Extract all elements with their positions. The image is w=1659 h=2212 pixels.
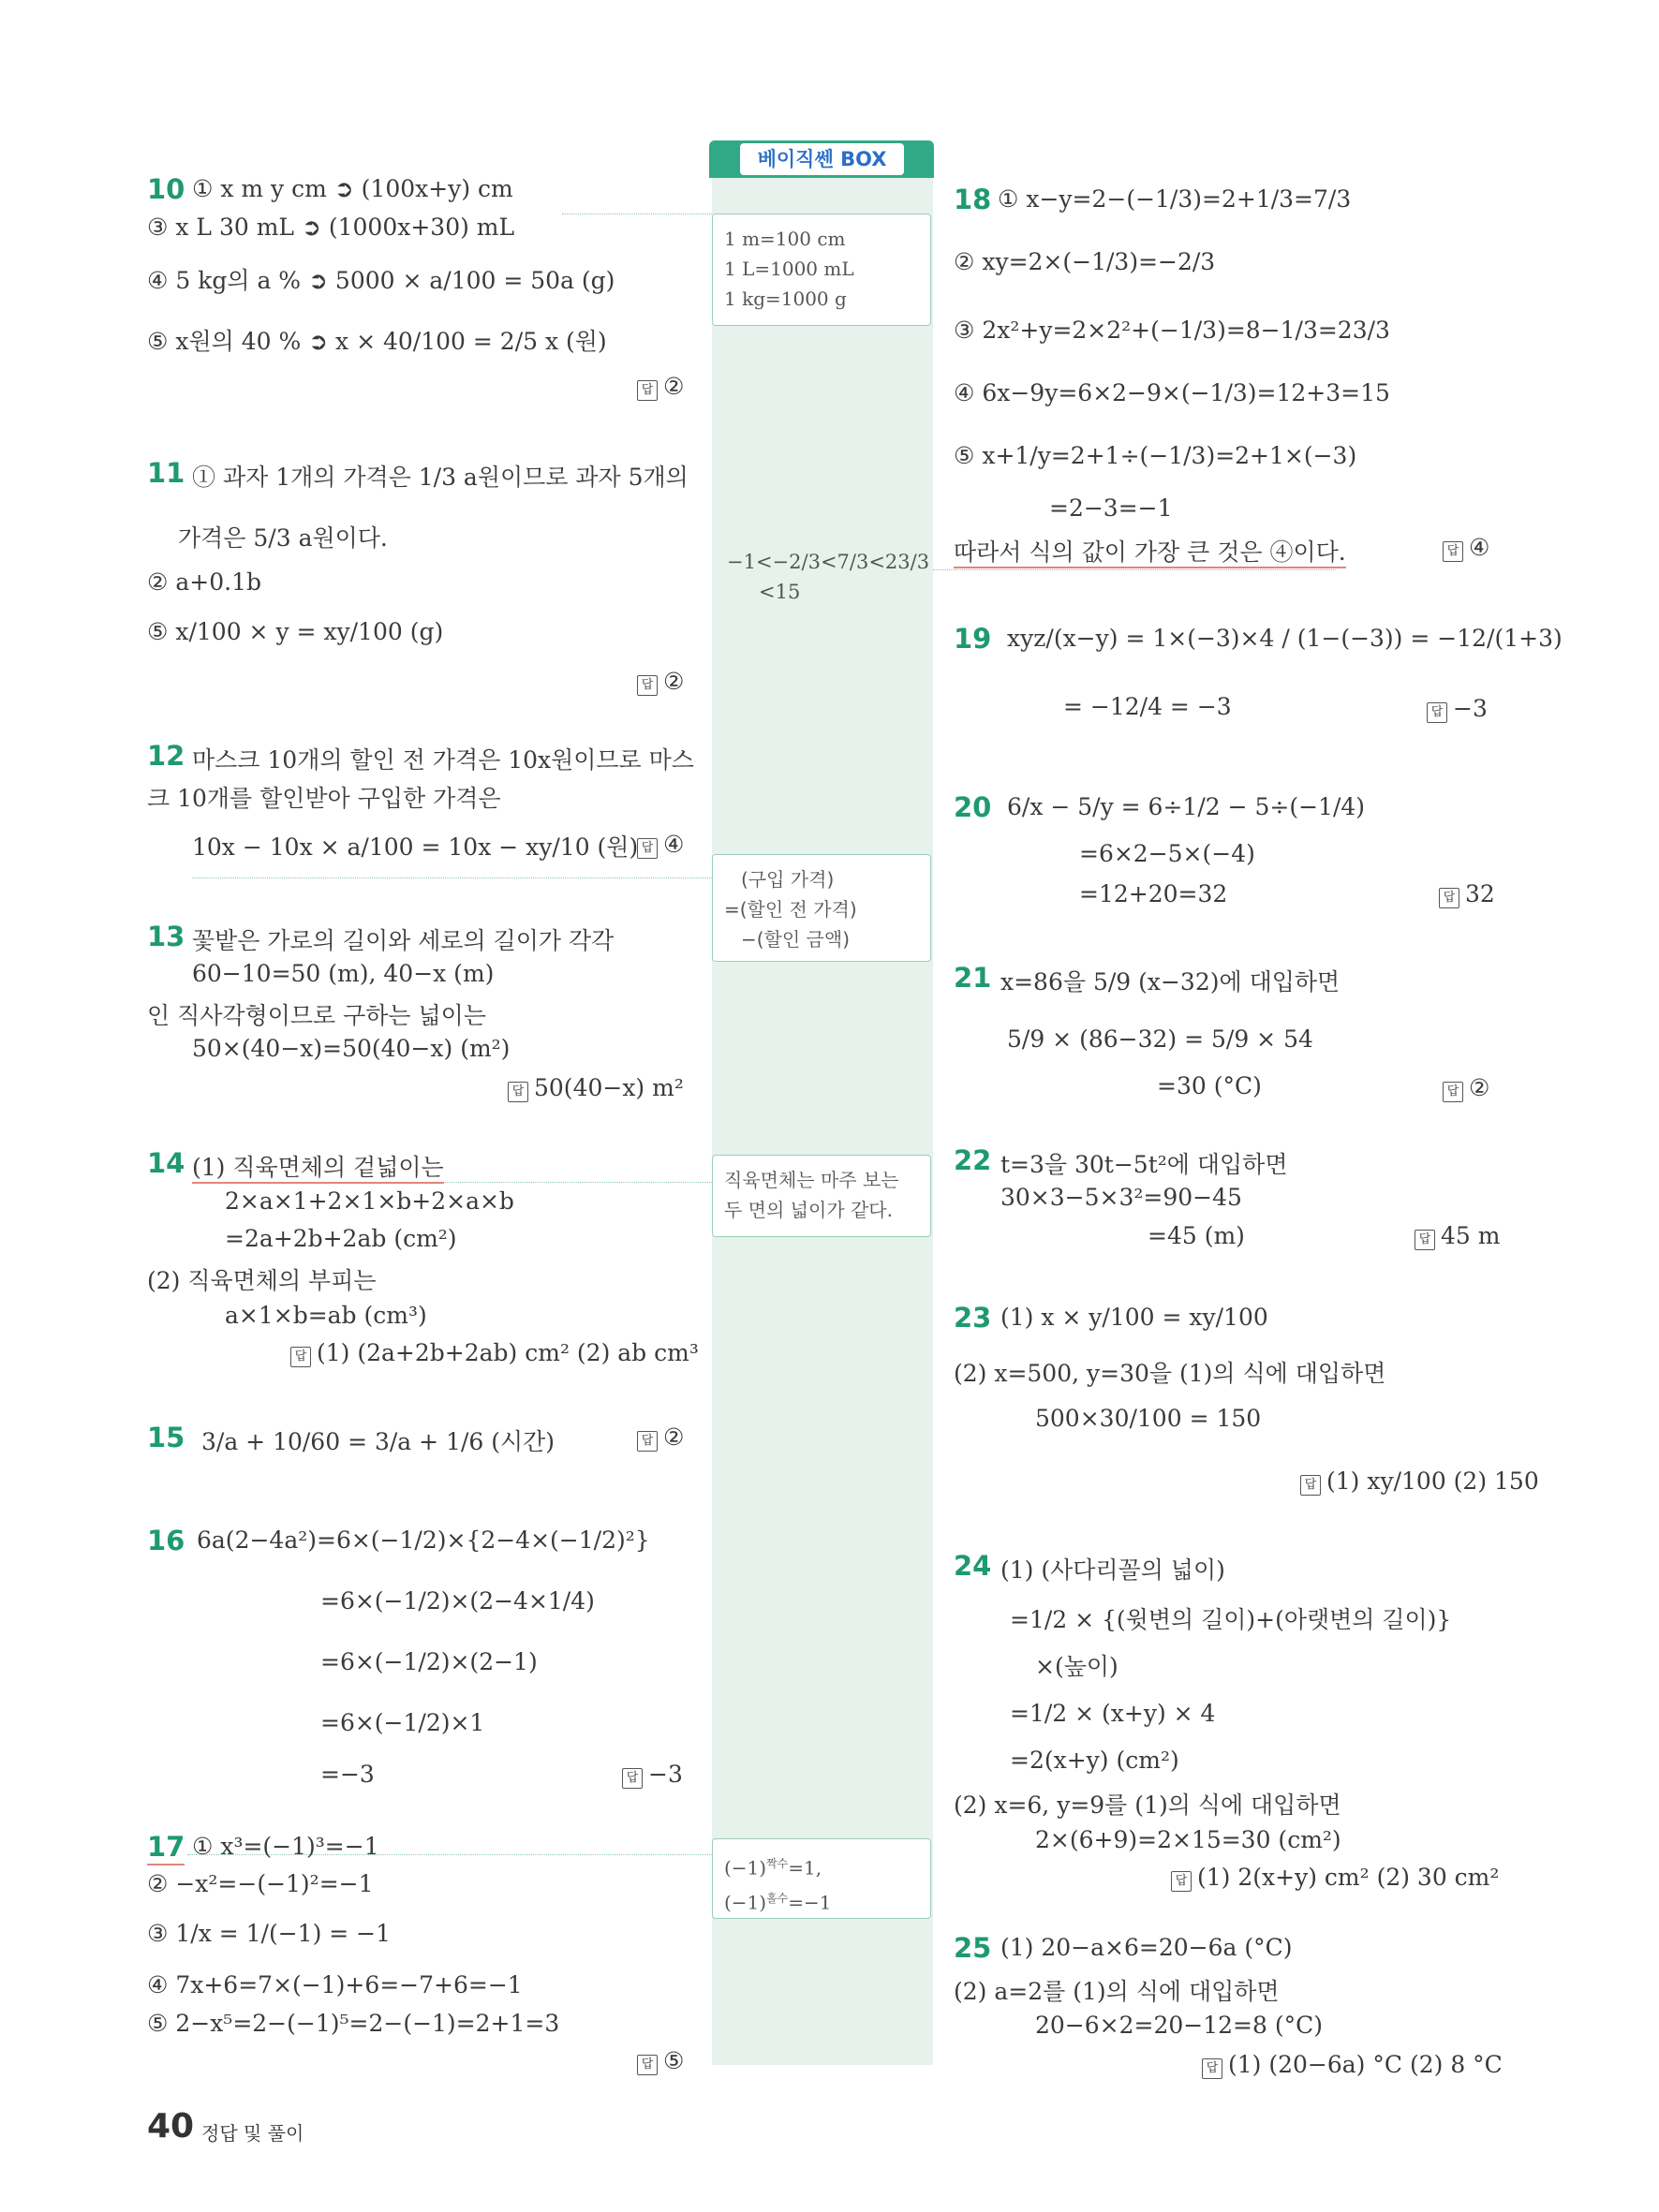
solution-line: 500×30/100 = 150	[1035, 1405, 1262, 1432]
solution-line: ⑤ 2−x⁵=2−(−1)⁵=2−(−1)=2+1=3	[147, 2010, 560, 2037]
page-label: 정답 및 풀이	[201, 2122, 304, 2145]
solution-line: =2(x+y) (cm²)	[1010, 1747, 1179, 1774]
answer	[1202, 2051, 1503, 2079]
solution-line: 2×a×1+2×1×b+2×a×b	[225, 1187, 514, 1215]
basic-box-title	[740, 143, 904, 175]
solution-line: 60−10=50 (m), 40−x (m)	[192, 960, 495, 987]
answer-mark-icon: 답	[637, 380, 658, 401]
answer-value: (1) xy/100 (2) 150	[1326, 1467, 1539, 1495]
connector-line	[440, 1182, 712, 1183]
solution-line: =2−3=−1	[1049, 494, 1173, 522]
answer-value: (1) 2(x+y) cm² (2) 30 cm²	[1197, 1864, 1500, 1891]
box-title-b: BOX	[840, 148, 887, 170]
solution-line: =45 (m)	[1148, 1222, 1245, 1249]
note-price-line: =(할인 전 가격)	[724, 898, 857, 921]
answer-value: ④	[1469, 534, 1490, 561]
solution-line: ③ 1/x = 1/(−1) = −1	[147, 1920, 392, 1947]
page-number: 40	[147, 2107, 195, 2146]
answer-value: (1) (20−6a) °C (2) 8 °C	[1228, 2051, 1503, 2078]
answer-value: 32	[1465, 880, 1495, 907]
answer-mark-icon: 답	[1443, 1082, 1463, 1102]
answer-mark-icon: 답	[637, 2055, 658, 2075]
answer-value: −3	[1453, 695, 1488, 722]
note-ineq-line: −1<−2/3<7/3<23/3	[727, 551, 930, 573]
note-units-line: 1 L=1000 mL	[724, 258, 854, 280]
solution-line: ② a+0.1b	[147, 568, 261, 596]
answer-value: −3	[648, 1761, 683, 1788]
problem-number	[147, 1831, 185, 1863]
solution-line: 50×(40−x)=50(40−x) (m²)	[192, 1035, 511, 1062]
solution-line: 마스크 10개의 할인 전 가격은 10x원이므로 마스	[192, 746, 694, 774]
problem-number: 21	[954, 962, 992, 994]
solution-line: =−3	[320, 1761, 375, 1788]
solution-line: = −12/4 = −3	[1063, 693, 1232, 720]
note-cuboid-line: 직육면체는 마주 보는	[724, 1169, 899, 1191]
answer-value: ②	[663, 668, 685, 695]
solution-line: 6a(2−4a²)=6×(−1/2)×{2−4×(−1/2)²}	[197, 1526, 650, 1554]
solution-line: xyz/(x−y) = 1×(−3)×4 / (1−(−3)) = −12/(1+3)	[1007, 625, 1563, 652]
solution-line: (2) 직육면체의 부피는	[147, 1267, 377, 1294]
answer	[1427, 695, 1488, 723]
answer-value: ⑤	[663, 2047, 685, 2074]
solution-line: (2) x=6, y=9를 (1)의 식에 대입하면	[954, 1792, 1341, 1819]
answer	[1439, 880, 1495, 908]
connector-line	[933, 569, 1336, 570]
solution-line: ③ 2x²+y=2×2²+(−1/3)=8−1/3=23/3	[954, 317, 1390, 344]
answer	[290, 1339, 699, 1367]
solution-line: 2×(6+9)=2×15=30 (cm²)	[1035, 1826, 1341, 1853]
note-units	[712, 214, 931, 326]
answer-mark-icon: 답	[508, 1082, 528, 1102]
solution-line: 인 직사각형이므로 구하는 넓이는	[147, 1002, 486, 1029]
answer-mark-icon: 답	[1202, 2058, 1222, 2079]
answer	[1443, 1074, 1489, 1102]
problem-number: 19	[954, 623, 992, 655]
solution-line: ② xy=2×(−1/3)=−2/3	[954, 248, 1216, 275]
problem-number: 25	[954, 1932, 992, 1964]
note-units-line: 1 m=100 cm	[724, 228, 846, 250]
solution-line: ④ 7x+6=7×(−1)+6=−7+6=−1	[147, 1971, 523, 1998]
answer-mark-icon: 답	[1439, 888, 1459, 908]
solution-line: =30 (°C)	[1157, 1072, 1262, 1099]
solution-line: =1/2 × {(윗변의 길이)+(아랫변의 길이)}	[1010, 1606, 1452, 1633]
problem-number: 18	[954, 184, 992, 215]
note-ineq-line: <15	[759, 581, 801, 603]
answer-value: ②	[663, 1423, 685, 1451]
problem-number: 10	[147, 173, 185, 205]
solution-line: 꽃밭은 가로의 길이와 세로의 길이가 각각	[192, 927, 615, 954]
solution-line: ① x−y=2−(−1/3)=2+1/3=7/3	[998, 185, 1352, 213]
note-ineq	[727, 551, 929, 603]
problem-number: 24	[954, 1550, 992, 1582]
problem-number: 16	[147, 1525, 185, 1556]
problem-number: 14	[147, 1147, 185, 1179]
solution-line: 크 10개를 할인받아 구입한 가격은	[147, 785, 501, 812]
answer-value: ②	[663, 373, 685, 400]
answer-value: ④	[663, 831, 685, 858]
solution-line-text: (1) 직육면체의 겉넓이는	[192, 1154, 444, 1184]
answer-mark-icon: 답	[1443, 541, 1463, 562]
note-units-line: 1 kg=1000 g	[724, 288, 847, 310]
answer	[637, 373, 684, 401]
note-cuboid	[712, 1155, 931, 1237]
solution-line: ④ 6x−9y=6×2−9×(−1/3)=12+3=15	[954, 379, 1390, 406]
problem-number: 23	[954, 1302, 992, 1334]
solution-line: =6×(−1/2)×(2−1)	[320, 1648, 538, 1675]
note-price-line: (구입 가격)	[741, 868, 835, 891]
solution-line-text: 따라서 식의 값이 가장 큰 것은 ④이다.	[954, 538, 1346, 568]
answer-mark-icon: 답	[637, 675, 658, 696]
solution-line	[192, 1149, 444, 1183]
answer-mark-icon: 답	[1415, 1230, 1435, 1250]
note-power-line: $(-1)^{짝수}=1$,	[724, 1856, 822, 1880]
solution-line: =6×2−5×(−4)	[1079, 840, 1255, 867]
answer-mark-icon: 답	[637, 1431, 658, 1452]
note-price-line: −(할인 금액)	[741, 928, 851, 951]
note-cuboid-line: 두 면의 넓이가 같다.	[724, 1199, 893, 1221]
connector-line	[192, 877, 712, 878]
answer-value: ②	[1469, 1074, 1490, 1101]
answer-value: (1) (2a+2b+2ab) cm² (2) ab cm³	[317, 1339, 699, 1366]
solution-line: 20−6×2=20−12=8 (°C)	[1035, 2012, 1323, 2039]
answer	[1443, 534, 1489, 562]
solution-line: (2) a=2를 (1)의 식에 대입하면	[954, 1978, 1280, 2005]
solution-line: =6×(−1/2)×(2−4×1/4)	[320, 1587, 595, 1615]
answer-value: 45 m	[1441, 1222, 1501, 1249]
answer	[1171, 1864, 1499, 1892]
solution-line: ×(높이)	[1035, 1653, 1118, 1680]
note-power-line: $(-1)^{홀수}=-1$	[724, 1891, 832, 1914]
answer-mark-icon: 답	[290, 1347, 311, 1367]
solution-line: ⑤ x+1/y=2+1÷(−1/3)=2+1×(−3)	[954, 442, 1357, 469]
answer	[622, 1761, 683, 1789]
solution-line: (1) x × y/100 = xy/100	[1000, 1304, 1268, 1331]
problem-number-text: 17	[147, 1831, 185, 1865]
answer-value: 50(40−x) m²	[534, 1074, 684, 1101]
solution-line: ① x³=(−1)³=−1	[192, 1833, 379, 1860]
answer-mark-icon: 답	[637, 838, 658, 859]
solution-line: =12+20=32	[1079, 880, 1228, 907]
solution-line: a×1×b=ab (cm³)	[225, 1302, 427, 1329]
problem-number: 22	[954, 1144, 992, 1176]
answer	[637, 668, 684, 696]
answer-mark-icon: 답	[1300, 1475, 1321, 1496]
solution-line: 3/a + 10/60 = 3/a + 1/6 (시간)	[201, 1428, 555, 1455]
note-power	[712, 1838, 931, 1919]
solution-line: (2) x=500, y=30을 (1)의 식에 대입하면	[954, 1360, 1386, 1387]
solution-line: ⑤ x/100 × y = xy/100 (g)	[147, 618, 444, 645]
solution-line: =6×(−1/2)×1	[320, 1709, 485, 1736]
basic-box-column	[712, 140, 933, 2065]
solution-line: 5/9 × (86−32) = 5/9 × 54	[1007, 1025, 1313, 1053]
answer-mark-icon: 답	[622, 1768, 643, 1789]
solution-line: =2a+2b+2ab (cm²)	[225, 1225, 457, 1252]
solution-line: x=86을 5/9 (x−32)에 대입하면	[1000, 968, 1341, 995]
problem-number: 12	[147, 740, 185, 772]
box-title-a: 베이직쎈	[757, 148, 834, 170]
answer-mark-icon: 답	[1171, 1871, 1192, 1892]
solution-line: ④ 5 kg의 a % ➲ 5000 × a/100 = 50a (g)	[147, 267, 615, 294]
solution-line	[954, 534, 1346, 568]
solution-line: (1) (사다리꼴의 넓이)	[1000, 1556, 1225, 1584]
solution-line: ① 과자 1개의 가격은 1/3 a원이므로 과자 5개의	[192, 464, 689, 491]
solution-line: (1) 20−a×6=20−6a (°C)	[1000, 1934, 1293, 1961]
answer	[1300, 1467, 1539, 1496]
problem-number: 15	[147, 1422, 185, 1453]
answer	[637, 831, 684, 859]
solution-line: ② −x²=−(−1)²=−1	[147, 1870, 374, 1897]
solution-line: t=3을 30t−5t²에 대입하면	[1000, 1151, 1288, 1178]
problem-number: 11	[147, 457, 185, 489]
solution-line: 6/x − 5/y = 6÷1/2 − 5÷(−1/4)	[1007, 793, 1366, 820]
problem-number: 13	[147, 921, 185, 952]
answer	[508, 1074, 684, 1102]
solution-line: ③ x L 30 mL ➲ (1000x+30) mL	[147, 214, 515, 241]
answer-mark-icon: 답	[1427, 702, 1447, 723]
solution-line: ⑤ x원의 40 % ➲ x × 40/100 = 2/5 x (원)	[147, 328, 607, 355]
problem-number: 20	[954, 791, 992, 823]
note-price	[712, 854, 931, 962]
solution-line: =1/2 × (x+y) × 4	[1010, 1700, 1216, 1727]
solution-line: ① x m y cm ➲ (100x+y) cm	[192, 175, 513, 202]
answer	[637, 1423, 684, 1452]
solution-line: 10x − 10x × a/100 = 10x − xy/10 (원)	[192, 833, 639, 861]
answer	[1415, 1222, 1500, 1250]
answer	[637, 2047, 684, 2075]
solution-line: 가격은 5/3 a원이다.	[178, 524, 388, 552]
solution-line: 30×3−5×3²=90−45	[1000, 1184, 1242, 1211]
